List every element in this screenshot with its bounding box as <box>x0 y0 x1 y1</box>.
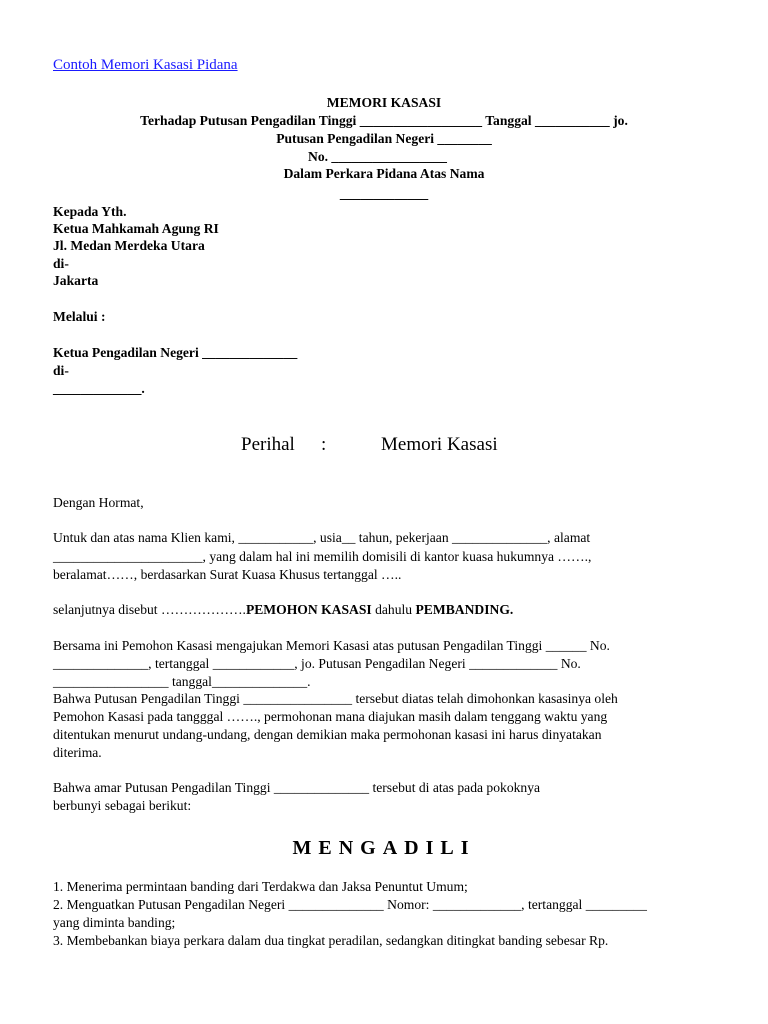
paragraph-5-line-1: Bahwa amar Putusan Pengadilan Tinggi ______________ tersebut di atas pada pokoknya <box>53 780 541 795</box>
paragraph-2-prefix: selanjutnya disebut ………………. <box>53 602 246 617</box>
paragraph-1-line-2: ______________________, yang dalam hal ini memilih domisili di kantor kuasa hukumnya ……., <box>53 549 592 564</box>
greeting: Dengan Hormat, <box>53 495 144 510</box>
recipient-via: Melalui : <box>53 309 106 324</box>
paragraph-5-line-2: berbunyi sebagai berikut: <box>53 798 192 813</box>
header-line-3: No. _________________ <box>308 149 447 164</box>
ruling-item-2-line-1: 2. Menguatkan Putusan Pengadilan Negeri ______________ Nomor: _____________, tertanggal _________ <box>53 897 647 912</box>
paragraph-2 <box>53 601 513 619</box>
perihal-colon: : <box>321 434 327 455</box>
paragraph-1-line-3: beralamat……, berdasarkan Surat Kuasa Khusus tertanggal ….. <box>53 567 402 582</box>
paragraph-3-line-3: _________________ tanggal______________. <box>53 674 311 689</box>
mengadili-heading: MENGADILI <box>292 837 476 859</box>
paragraph-2-mid: dahulu <box>371 602 416 617</box>
ruling-item-3: 3. Membebankan biaya perkara dalam dua tingkat peradilan, sedangkan ditingkat banding sebesar Rp. <box>53 933 609 948</box>
recipient-court-di: di- <box>53 363 69 378</box>
recipient-line-4: di- <box>53 256 69 271</box>
paragraph-4-line-4: diterima. <box>53 745 102 760</box>
perihal-label: Perihal <box>241 434 295 455</box>
header-line-1: Terhadap Putusan Pengadilan Tinggi __________________ Tanggal ___________ jo. <box>140 113 628 128</box>
ruling-item-2-line-2: yang diminta banding; <box>53 915 176 930</box>
paragraph-4-line-2: Pemohon Kasasi pada tangggal ……., permohonan mana diajukan masih dalam tenggang waktu yang <box>53 709 608 724</box>
recipient-line-2: Ketua Mahkamah Agung RI <box>53 221 219 236</box>
recipient-line-5: Jakarta <box>53 273 99 288</box>
paragraph-3-line-1: Bersama ini Pemohon Kasasi mengajukan Memori Kasasi atas putusan Pengadilan Tinggi ______ No. <box>53 638 610 653</box>
pemohon-kasasi-label: PEMOHON KASASI <box>245 602 372 617</box>
recipient-line-3: Jl. Medan Merdeka Utara <box>53 238 205 253</box>
paragraph-4-line-3: ditentukan menurut undang-undang, dengan demikian maka permohonan kasasi ini harus dinyatakan <box>53 727 602 742</box>
recipient-line-1: Kepada Yth. <box>53 204 127 219</box>
header-title: MEMORI KASASI <box>326 95 442 110</box>
title-link[interactable]: Contoh Memori Kasasi Pidana <box>53 57 238 73</box>
header-line-5: _____________ <box>339 186 429 201</box>
recipient-court-blank: _____________. <box>53 381 145 396</box>
perihal-value: Memori Kasasi <box>381 434 498 455</box>
paragraph-3-line-2: ______________, tertanggal ____________, jo. Putusan Pengadilan Negeri _____________ No. <box>53 656 581 671</box>
paragraph-4-line-1: Bahwa Putusan Pengadilan Tinggi ________________ tersebut diatas telah dimohonkan kasasinya oleh <box>53 691 618 706</box>
pembanding-label: PEMBANDING. <box>415 602 514 617</box>
ruling-item-1: 1. Menerima permintaan banding dari Terdakwa dan Jaksa Penuntut Umum; <box>53 879 468 894</box>
paragraph-1-line-1: Untuk dan atas nama Klien kami, ___________, usia__ tahun, pekerjaan ______________, alamat <box>53 530 591 545</box>
recipient-court: Ketua Pengadilan Negeri ______________ <box>53 345 298 360</box>
header-line-4: Dalam Perkara Pidana Atas Nama <box>283 166 485 181</box>
header-line-2: Putusan Pengadilan Negeri ________ <box>276 131 492 146</box>
